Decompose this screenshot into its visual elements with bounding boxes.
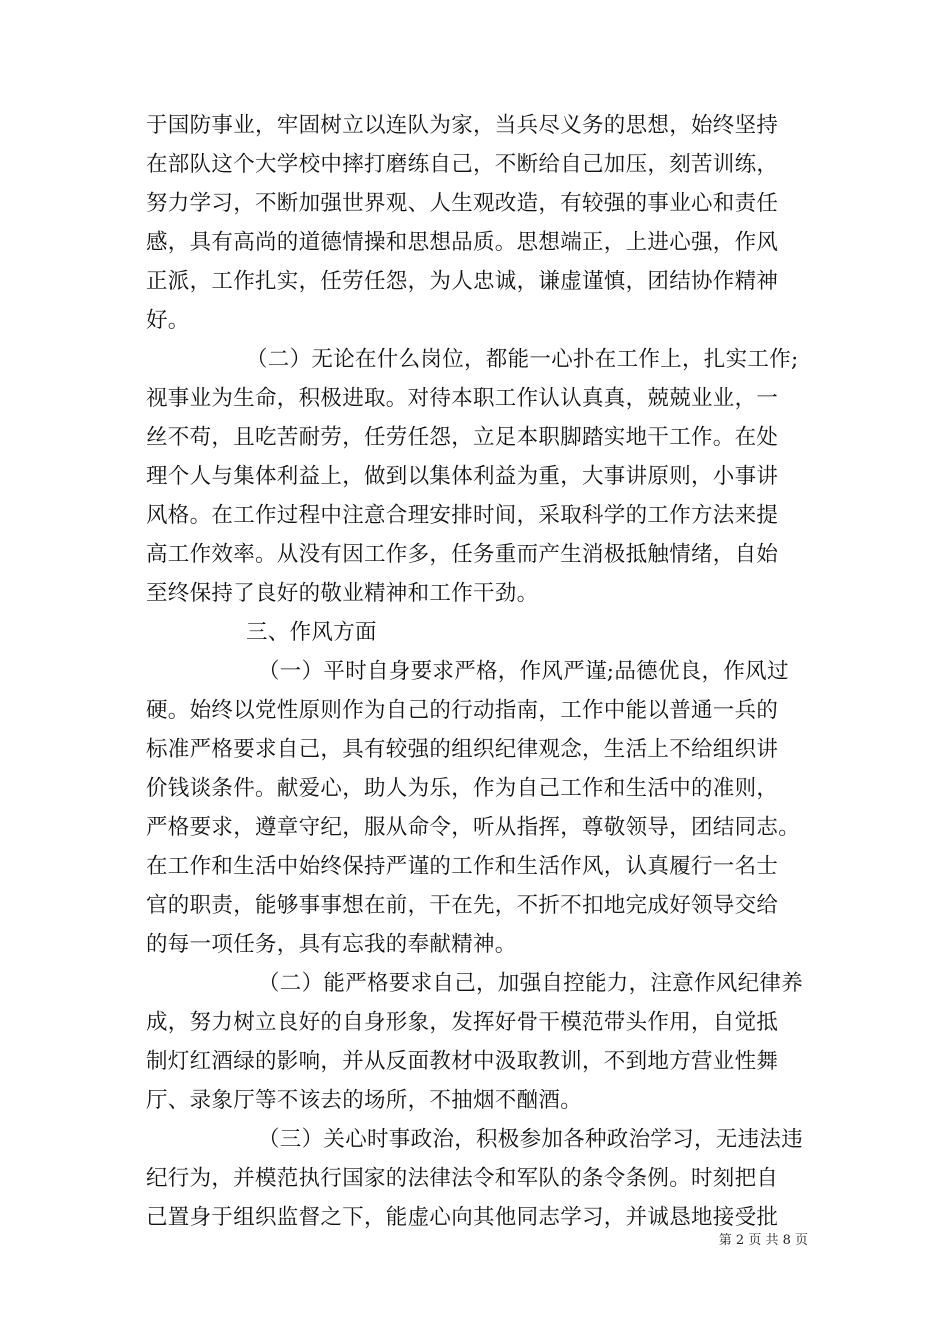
- text-line: 好。: [146, 308, 190, 333]
- text-line: （二）能严格要求自己，加强自控能力，注意作风纪律养: [258, 971, 804, 996]
- text-line: 至终保持了良好的敬业精神和工作干劲。: [146, 581, 539, 606]
- text-line: 在工作和生活中始终保持严谨的工作和生活作风，认真履行一名士: [146, 854, 779, 879]
- text-line: 己置身于组织监督之下，能虚心向其他同志学习，并诚恳地接受批: [146, 1205, 779, 1230]
- text-line: 标准严格要求自己，具有较强的组织纪律观念，生活上不给组织讲: [146, 737, 779, 762]
- text-line: （二）无论在什么岗位，都能一心扑在工作上，扎实工作;: [246, 347, 799, 372]
- text-line: 丝不苟，且吃苦耐劳，任劳任怨，立足本职脚踏实地干工作。在处: [146, 425, 779, 450]
- text-line: 厅、录象厅等不该去的场所，不抽烟不酗酒。: [146, 1088, 583, 1113]
- text-line: 官的职责，能够事事想在前，干在先，不折不扣地完成好领导交给: [146, 893, 779, 918]
- page-footer: 第 2 页 共 8 页: [718, 1233, 808, 1248]
- text-line: 严格要求，遵章守纪，服从命令，听从指挥，尊敬领导，团结同志。: [146, 815, 801, 840]
- text-line: 在部队这个大学校中摔打磨练自己，不断给自己加压，刻苦训练，: [146, 152, 779, 177]
- text-line: 纪行为，并模范执行国家的法律法令和军队的条令条例。时刻把自: [146, 1166, 779, 1191]
- text-line: 高工作效率。从没有因工作多，任务重而产生消极抵触情绪，自始: [146, 542, 779, 567]
- text-line: 硬。始终以党性原则作为自己的行动指南，工作中能以普通一兵的: [146, 698, 779, 723]
- text-line: 正派，工作扎实，任劳任怨，为人忠诚，谦虚谨慎，团结协作精神: [146, 269, 779, 294]
- text-line: （一）平时自身要求严格，作风严谨;品德优良，作风过: [258, 659, 789, 684]
- text-line: 的每一项任务，具有忘我的奉献精神。: [146, 932, 517, 957]
- text-line: 价钱谈条件。献爱心，助人为乐，作为自己工作和生活中的准则，: [146, 776, 779, 801]
- text-line: 三、作风方面: [246, 620, 377, 645]
- text-line: 感，具有高尚的道德情操和思想品质。思想端正，上进心强，作风: [146, 230, 779, 255]
- text-line: 理个人与集体利益上，做到以集体利益为重，大事讲原则，小事讲: [146, 464, 779, 489]
- text-line: 视事业为生命，积极进取。对待本职工作认认真真，兢兢业业，一: [146, 386, 779, 411]
- text-line: 于国防事业，牢固树立以连队为家，当兵尽义务的思想，始终坚持: [146, 113, 779, 138]
- text-line: 制灯红酒绿的影响，并从反面教材中汲取教训，不到地方营业性舞: [146, 1049, 779, 1074]
- text-line: （三）关心时事政治，积极参加各种政治学习，无违法违: [258, 1127, 804, 1152]
- text-line: 成，努力树立良好的自身形象，发挥好骨干模范带头作用，自觉抵: [146, 1010, 779, 1035]
- text-line: 风格。在工作过程中注意合理安排时间，采取科学的工作方法来提: [146, 503, 779, 528]
- text-line: 努力学习，不断加强世界观、人生观改造，有较强的事业心和责任: [146, 191, 779, 216]
